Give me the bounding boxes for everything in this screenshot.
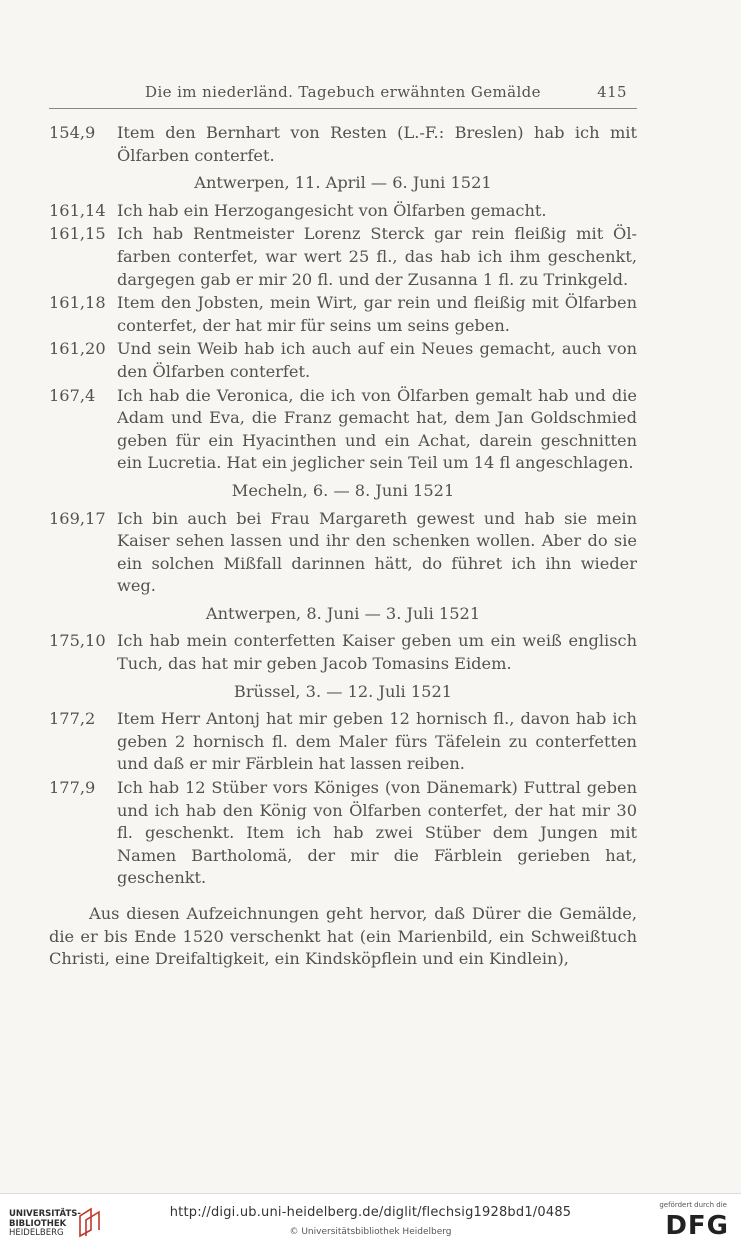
library-name-line: UNIVERSITÄTS-	[9, 1209, 81, 1219]
entry-text: Und sein Weib hab ich auch auf ein Neues gemacht, auch von den Ölfarben conterfet.	[117, 339, 637, 381]
entry-reference: 161,20	[49, 339, 106, 359]
digitization-footer	[0, 1193, 741, 1247]
entry-text: Item den Bernhart von Resten (L.-F.: Breslen) hab ich mit Ölfarben conterfet.	[117, 123, 637, 165]
entry	[49, 200, 637, 223]
library-name-line: HEIDELBERG	[9, 1228, 64, 1238]
page-number: 415	[597, 83, 627, 101]
copyright-notice: © Universitätsbibliothek Heidelberg	[289, 1227, 452, 1237]
entry-reference: 161,14	[49, 200, 106, 220]
entry-reference: 175,10	[49, 631, 106, 651]
place-date-heading: Antwerpen, 8. Juni — 3. Juli 1521	[205, 603, 481, 623]
entry-reference: 177,9	[49, 778, 96, 798]
entry	[49, 122, 637, 167]
place-date-heading: Antwerpen, 11. April — 6. Juni 1521	[194, 173, 492, 193]
entry	[49, 292, 637, 337]
entry-text: Ich bin auch bei Frau Margareth gewest und hab sie mein Kaiser sehen lassen und ihr den schenken wollen. Aber do sie ein solchen Mißfall darinnen hätt, do führet ich ihn wieder weg.	[117, 508, 637, 596]
entry-text: Ich hab 12 Stüber vors Königes (von Dänemark) Futtral geben und ich hab den König von Ölfarben conterfet, der hat mir 30 fl. geschenkt. Item ich hab zwei Stüber dem Jungen mit Namen Bartholomä, der mir die Färblein gerieben hat, geschenkt.	[117, 778, 637, 888]
entry	[49, 223, 637, 291]
running-title: Die im niederländ. Tagebuch erwähnten Gemälde	[145, 83, 541, 101]
entry	[49, 385, 637, 475]
entry	[49, 630, 637, 675]
entry-text: Ich hab Rentmeister Lorenz Sterck gar rein fleißig mit Ölfarben conterfet, war wert 25 fl., das hab ich ihm geschenkt, dargegen gab er mir 20 fl. und der Zusanna 1 fl. zu Trinkgeld.	[117, 224, 637, 289]
entry-text: Ich hab die Veronica, die ich von Ölfarben gemalt hab und die Adam und Eva, die Franz gemacht hat, dem Jan Goldschmied geben für ein Hyacinthen und ein Achat, darein geschnitten ein Lucretia. Hat ein jeglicher sein Teil um 14 fl angeschlagen.	[117, 385, 637, 473]
entry-reference: 161,18	[49, 293, 106, 313]
entry	[49, 777, 637, 890]
body-paragraph: Aus diesen Aufzeichnungen geht hervor, daß Dürer die Gemälde, die er bis Ende 1520 verschenkt hat (ein Marienbild, ein Schweißtuch Christi, eine Dreifaltigkeit, ein Kindsköpflein und ein Kindlein),	[49, 904, 637, 969]
entry-reference: 154,9	[49, 123, 96, 142]
entry-reference: 161,15	[49, 224, 106, 244]
entry-reference: 167,4	[49, 385, 96, 405]
entry-reference: 177,2	[49, 709, 96, 729]
place-date-heading: Brüssel, 3. — 12. Juli 1521	[233, 681, 453, 701]
entry-text: Ich hab ein Herzogangesicht von Ölfarben gemacht.	[117, 200, 547, 220]
place-date-heading: Mecheln, 6. — 8. Juni 1521	[231, 480, 455, 500]
entry	[49, 338, 637, 383]
page-body	[49, 122, 637, 971]
entry	[49, 708, 637, 776]
entry-text: Ich hab mein conterfetten Kaiser geben um ein weiß englisch Tuch, das hat mir geben Jacob Tomasins Eidem.	[117, 631, 637, 674]
dfg-logo: DFG	[665, 1211, 729, 1241]
running-header	[49, 80, 637, 109]
entry-text: Item den Jobsten, mein Wirt, gar rein und fleißig mit Ölfarben conterfet, der hat mir für seins um seins geben.	[117, 293, 637, 335]
funding-note: gefördert durch die	[659, 1201, 727, 1209]
permalink-url[interactable]: http://digi.ub.uni-heidelberg.de/diglit/flechsig1928bd1/0485	[169, 1205, 572, 1220]
entry	[49, 508, 637, 598]
entry-reference: 169,17	[49, 508, 106, 528]
entry-text: Item Herr Antonj hat mir geben 12 hornisch fl., davon hab ich geben 2 hornisch fl. dem Maler fürs Täfelein zu conterfetten und daß er mir Färblein hat lassen reiben.	[117, 709, 637, 774]
library-name-line: BIBLIOTHEK	[9, 1218, 67, 1229]
